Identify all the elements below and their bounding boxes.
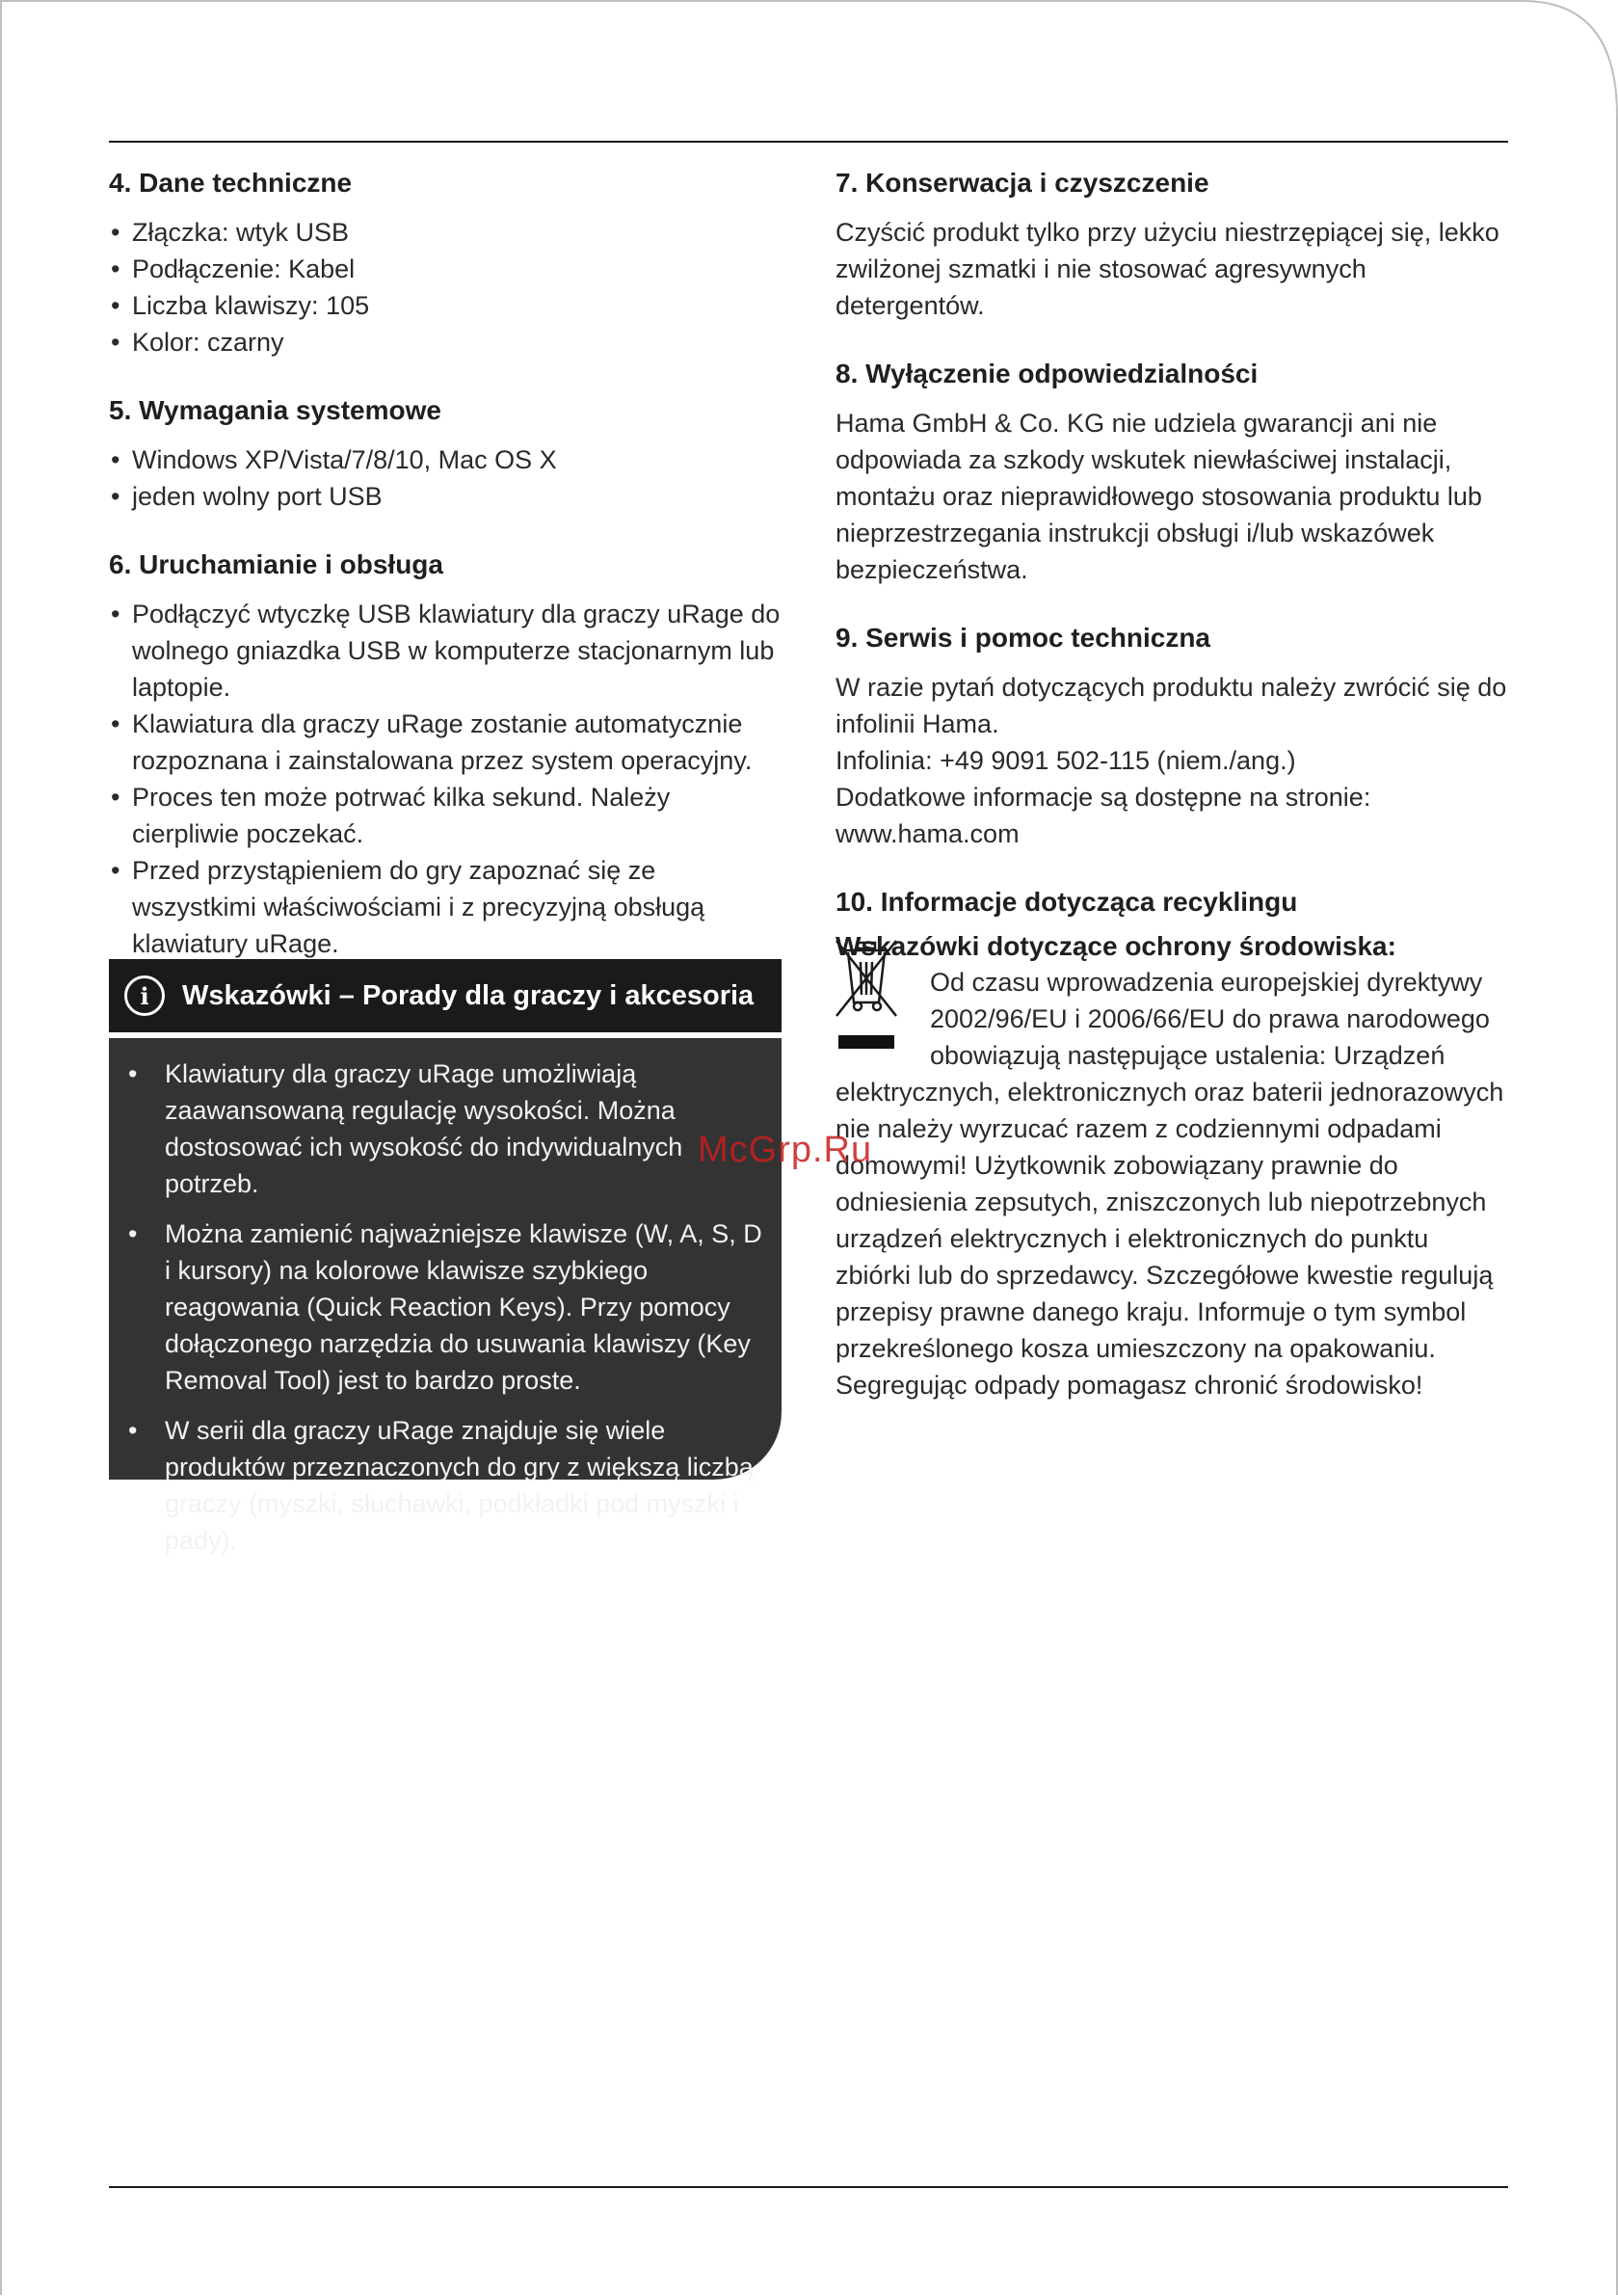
- list-item: • Kolor: czarny: [109, 324, 783, 360]
- crossed-bin-icon: [835, 937, 898, 1055]
- list-item: • Proces ten może potrwać kilka sekund. Należy cierpliwie poczekać.: [109, 779, 783, 852]
- bottom-rule: [109, 2186, 1508, 2188]
- info-icon: i: [124, 975, 165, 1016]
- info-text: Dodatkowe informacje są dostępne na stronie:: [836, 783, 1371, 812]
- tips-box-body: [109, 1038, 782, 1555]
- section-title: 4. Dane techniczne: [109, 168, 353, 198]
- section-operation: [109, 547, 783, 962]
- list-item: • Złączka: wtyk USB: [109, 214, 783, 251]
- tips-box-header: [109, 959, 782, 1032]
- list-item: • W serii dla graczy uRage znajduje się wiele produktów przeznaczonych do gry z większą liczbą graczy (myszki, słuchawki, podkładki pod myszki i pady).: [128, 1412, 766, 1559]
- right-column: [836, 166, 1510, 1436]
- list-item: • Klawiatura dla graczy uRage zostanie automatycznie rozpoznana i zainstalowana przez system operacyjny.: [109, 706, 783, 779]
- top-rule: [109, 141, 1508, 143]
- website-link[interactable]: www.hama.com: [836, 819, 1020, 848]
- list-item: • Podłączyć wtyczkę USB klawiatury dla graczy uRage do wolnego gniazdka USB w komputerze stacjonarnym lub laptopie.: [109, 596, 783, 706]
- section-text: W razie pytań dotyczących produktu należy zwrócić się do infolinii Hama.: [836, 673, 1507, 738]
- spec-list: [109, 214, 783, 360]
- list-item: • Liczba klawiszy: 105: [109, 287, 783, 324]
- section-maintenance: [836, 166, 1510, 324]
- operation-list: [109, 596, 783, 962]
- list-item: • Klawiatury dla graczy uRage umożliwiają zaawansowaną regulację wysokości. Można dostosować ich wysokość do indywidualnych potrzeb.: [128, 1055, 766, 1202]
- section-title: 6. Uruchamianie i obsługa: [109, 549, 443, 579]
- tips-box: [109, 959, 782, 1555]
- section-text: Hama GmbH & Co. KG nie udziela gwarancji ani nie odpowiada za szkody wskutek niewłaściwej instalacji, montażu oraz nieprawidłowego stosowania produktu lub nieprzestrzegania instrukcji obsługi i/lub wskazówek bezpieczeństwa.: [836, 409, 1482, 584]
- section-system-requirements: [109, 393, 783, 515]
- tips-box-title: Wskazówki – Porady dla graczy i akcesoria: [182, 979, 755, 1011]
- hotline-text: Infolinia: +49 9091 502-115 (niem./ang.): [836, 746, 1296, 775]
- requirements-list: [109, 441, 783, 515]
- section-recycling: [836, 885, 1510, 1403]
- section-technical-data: [109, 166, 783, 360]
- section-title: 10. Informacje dotycząca recyklingu: [836, 887, 1298, 917]
- section-text: [836, 964, 1510, 1403]
- section-title: 9. Serwis i pomoc techniczna: [836, 623, 1211, 653]
- section-disclaimer: [836, 357, 1510, 588]
- list-item: • Można zamienić najważniejsze klawisze (W, A, S, D i kursory) na kolorowe klawisze szybkiego reagowania (Quick Reaction Keys). Przy pomocy dołączonego narzędzia do usuwania klawiszy (Key Removal Tool) jest to bardzo proste.: [128, 1215, 766, 1399]
- left-column: [109, 166, 783, 995]
- section-title: 5. Wymagania systemowe: [109, 395, 441, 425]
- recycling-text: Od czasu wprowadzenia europejskiej dyrektywy 2002/96/EU i 2006/66/EU do prawa narodowego obowiązują następujące ustalenia: Urządzeń elektrycznych, elektronicznych oraz baterii jednorazowych nie należy wyrzucać razem z codziennymi odpadami domowymi! Użytkownik zobowiązany prawnie do odniesienia zepsutych, zniszczonych lub niepotrzebnych urządzeń elektrycznych i elektronicznych do punktu zbiórki lub do sprzedawcy. Szczegółowe kwestie regulują przepisy prawne danego kraju. Informuje o tym symbol przekreślonego kosza umieszczony na opakowaniu. Segregując odpady pomagasz chronić środowisko!: [836, 968, 1504, 1400]
- tips-list: [128, 1055, 766, 1559]
- list-item: • jeden wolny port USB: [109, 478, 783, 515]
- list-item: • Podłączenie: Kabel: [109, 251, 783, 287]
- list-item: • Przed przystąpieniem do gry zapoznać się ze wszystkimi właściwościami i z precyzyjną obsługą klawiatury uRage.: [109, 852, 783, 962]
- section-subtitle: Wskazówki dotyczące ochrony środowiska:: [836, 931, 1396, 961]
- section-text: Czyścić produkt tylko przy użyciu niestrzępiącej się, lekko zwilżonej szmatki i nie stosować agresywnych detergentów.: [836, 218, 1499, 320]
- watermark: McGrp.Ru: [698, 1130, 873, 1170]
- section-title: 8. Wyłączenie odpowiedzialności: [836, 359, 1259, 388]
- list-item: • Windows XP/Vista/7/8/10, Mac OS X: [109, 441, 783, 478]
- section-title: 7. Konserwacja i czyszczenie: [836, 168, 1209, 198]
- section-service: [836, 621, 1510, 852]
